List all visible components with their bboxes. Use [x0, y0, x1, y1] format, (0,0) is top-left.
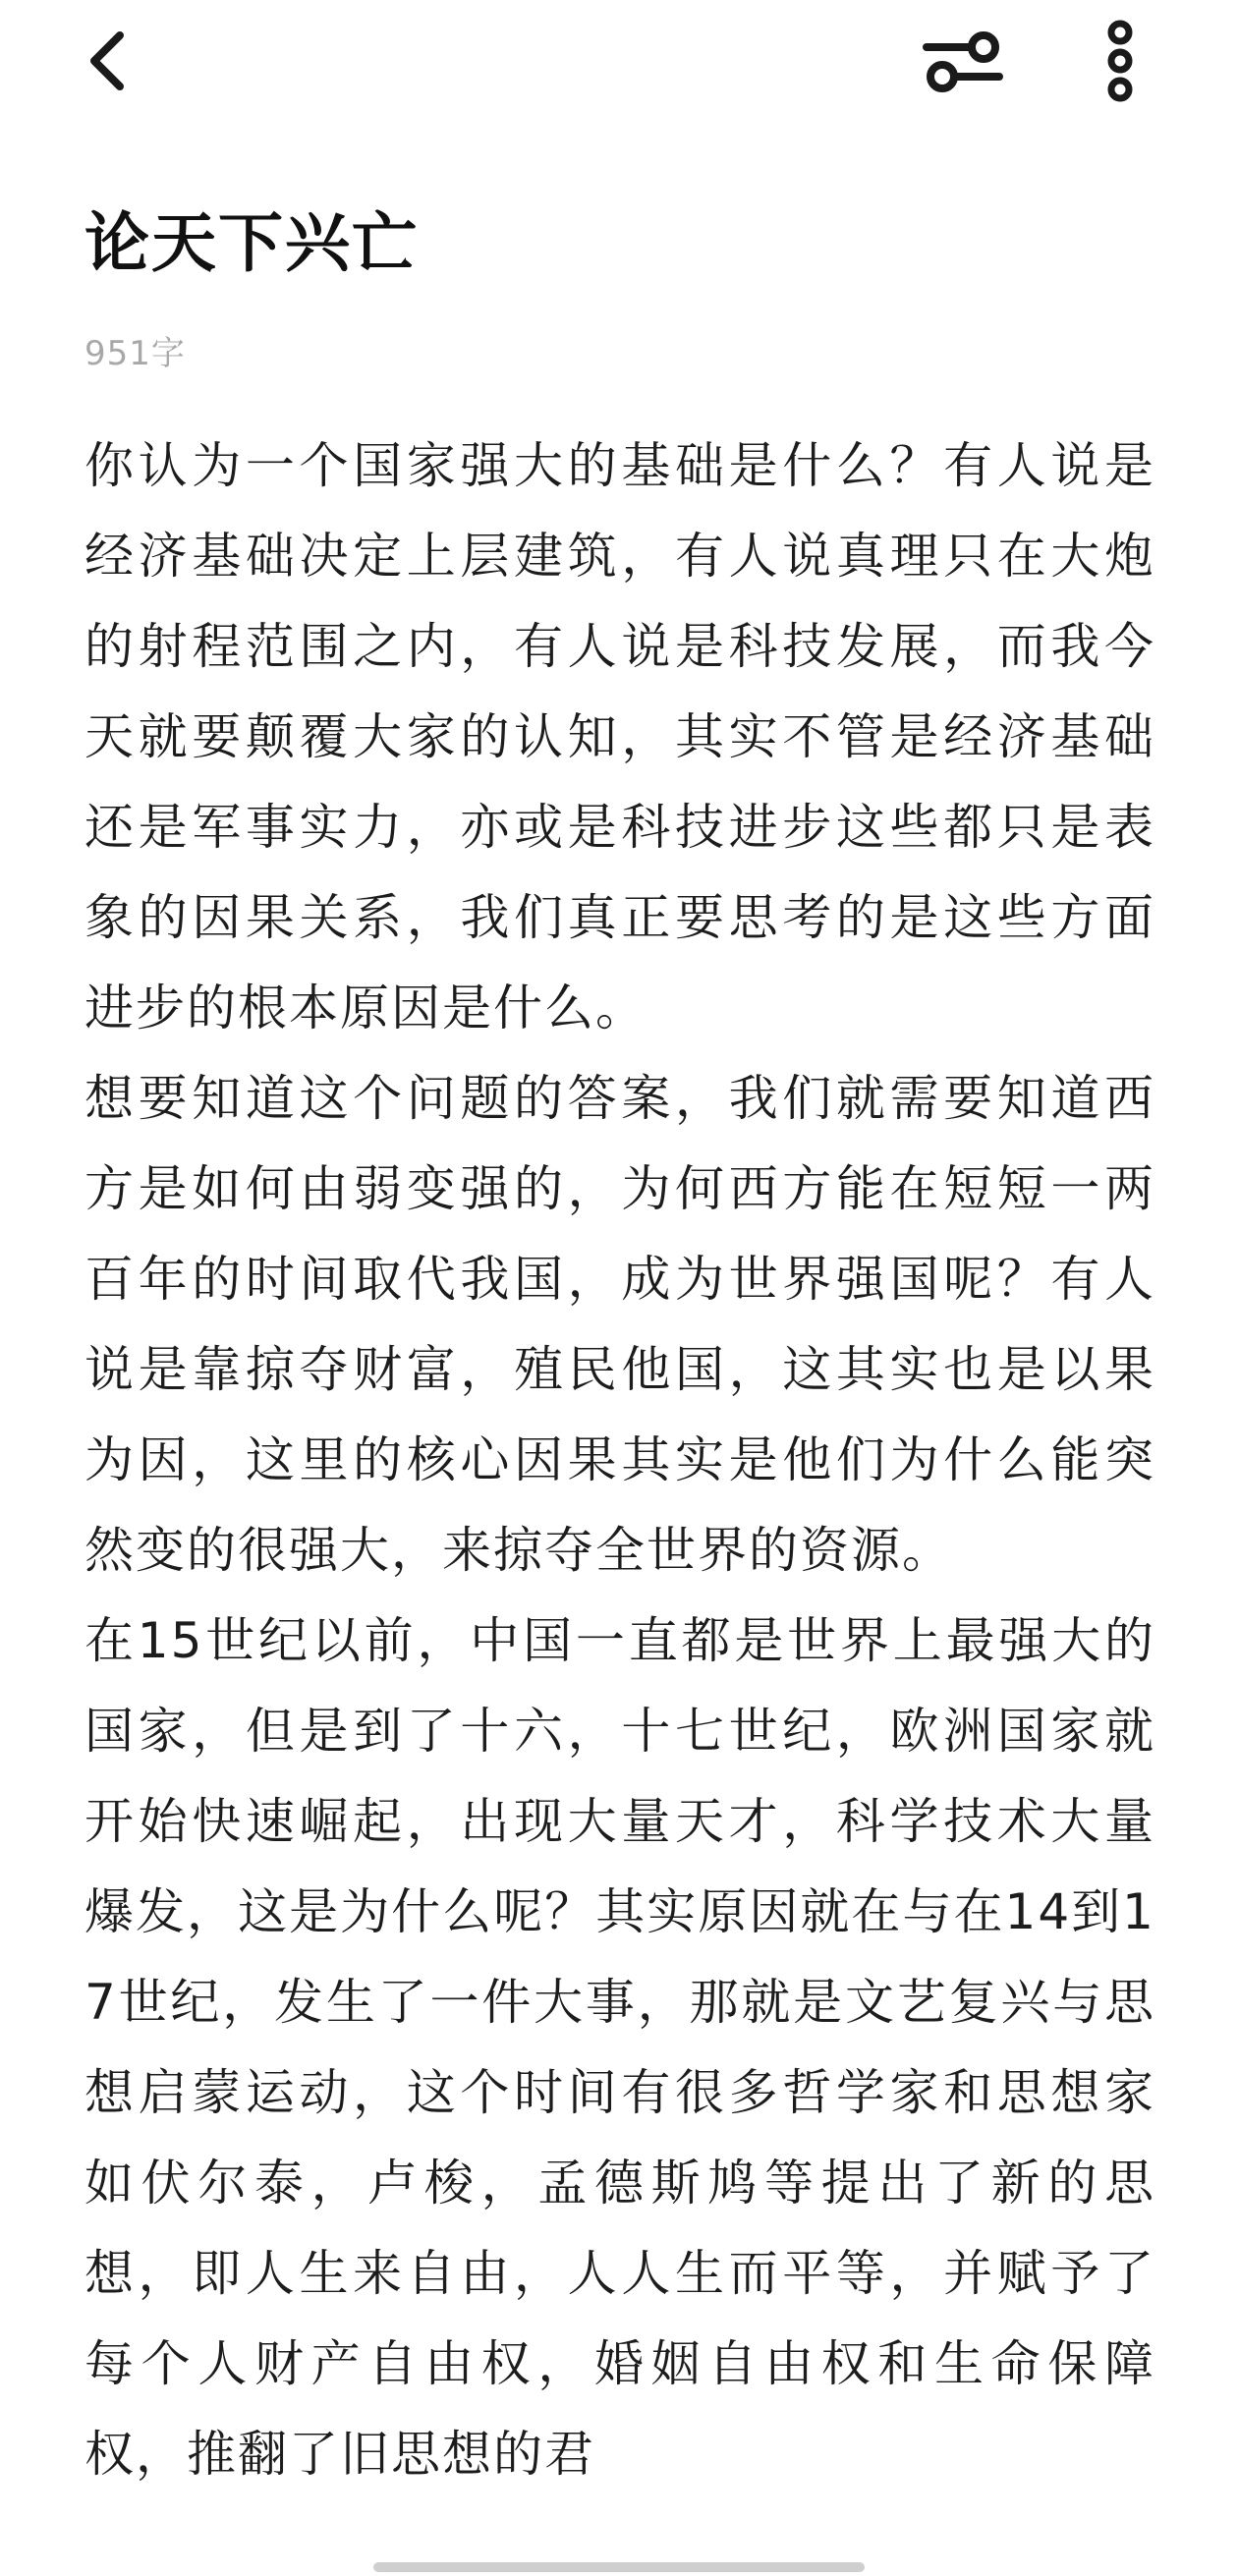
more-vertical-icon — [1100, 17, 1140, 105]
home-indicator[interactable] — [373, 2562, 865, 2572]
article-paragraph: 想要知道这个问题的答案，我们就需要知道西方是如何由弱变强的，为何西方能在短短一两百年的时间取代我国，成为世界强国呢？有人说是靠掠夺财富，殖民他国，这其实也是以果为因，这里的核心因果其实是他们为什么能突然变的很强大，来掠夺全世界的资源。 — [84, 1070, 1155, 1579]
article-paragraph: 你认为一个国家强大的基础是什么？有人说是经济基础决定上层建筑，有人说真理只在大炮的射程范围之内，有人说是科技发展，而我今天就要颠覆大家的认知，其实不管是经济基础还是军事实力，亦或是科技进步这些都只是表象的因果关系，我们真正要思考的是这些方面进步的根本原因是什么。 — [84, 437, 1155, 1036]
tune-sliders-icon — [919, 22, 1007, 100]
more-options-button[interactable] — [1071, 12, 1169, 110]
word-count: 951字 — [84, 334, 186, 373]
back-button[interactable] — [59, 12, 157, 110]
reading-settings-button[interactable] — [914, 12, 1012, 110]
chevron-left-icon — [79, 22, 138, 100]
article-paragraph: 在15世纪以前，中国一直都是世界上最强大的国家，但是到了十六，十七世纪，欧洲国家就开始快速崛起，出现大量天才，科学技术大量爆发，这是为什么呢？其实原因就在与在14到17世纪，发生了一件大事，那就是文艺复兴与思想启蒙运动，这个时间有很多哲学家和思想家如伏尔泰，卢梭，孟德斯鸠等提出了新的思想，即人生来自由，人人生而平等，并赋予了每个人财产自由权，婚姻自由权和生命保障权，推翻了旧思想的君 — [84, 1612, 1155, 2483]
top-toolbar — [0, 0, 1238, 128]
article-body[interactable] — [84, 420, 1155, 2576]
article-title: 论天下兴亡 — [84, 205, 419, 281]
